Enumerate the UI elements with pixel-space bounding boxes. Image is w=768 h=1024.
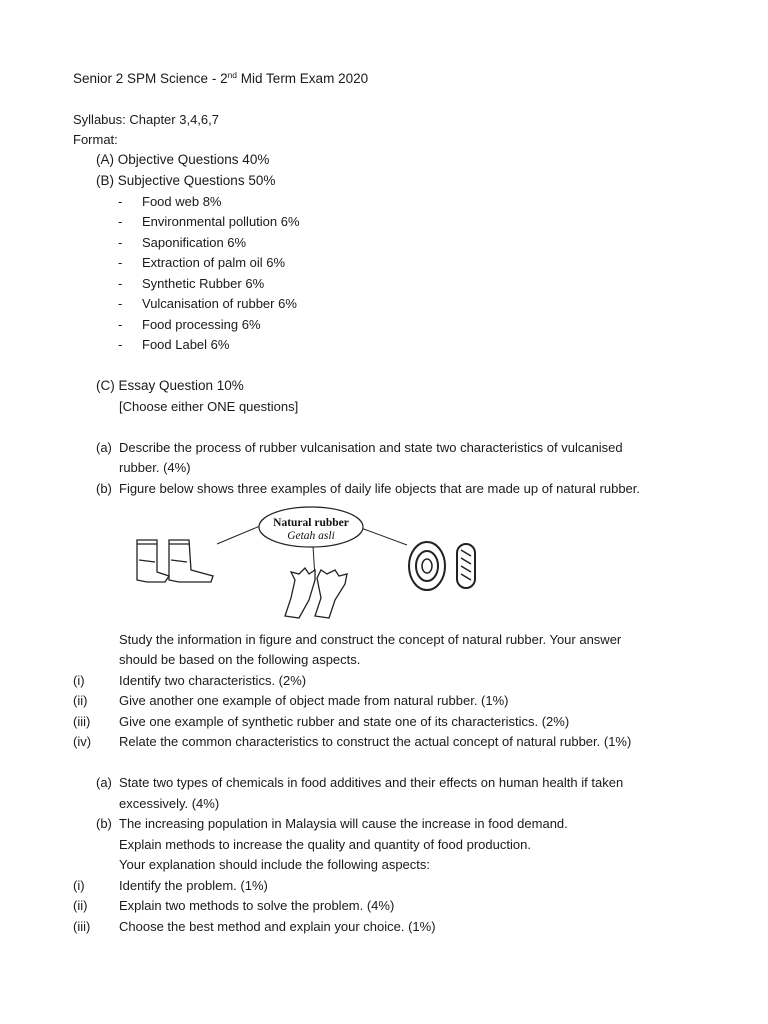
q2-a-text: State two types of chemicals in food additives and their effects on human health if taken [119, 775, 624, 790]
q2-a-text: excessively. (4%) [119, 796, 220, 811]
format-label: Format: [73, 132, 118, 147]
part-marker: (iv) [73, 734, 92, 749]
q1-a-text: Describe the process of rubber vulcanisation and state two characteristics of vulcanised [119, 440, 623, 455]
q2-b-text: The increasing population in Malaysia will cause the increase in food demand. [119, 816, 568, 831]
part-marker: (i) [73, 878, 85, 893]
syllabus: Syllabus: Chapter 3,4,6,7 [73, 112, 219, 127]
q2-a-marker: (a) [96, 775, 112, 790]
list-item: Food web 8% [142, 194, 222, 209]
q2-b-marker: (b) [96, 816, 112, 831]
page-title: Senior 2 SPM Science - 2nd Mid Term Exam 2020 [73, 70, 369, 86]
q1-b-marker: (b) [96, 481, 112, 496]
q1-b-text: Figure below shows three examples of daily life objects that are made up of natural rubber. [119, 481, 641, 496]
part-marker: (iii) [73, 714, 91, 729]
list-item: Synthetic Rubber 6% [142, 276, 265, 291]
part-marker: (ii) [73, 693, 88, 708]
q2-b-text: Your explanation should include the following aspects: [119, 857, 431, 872]
part-text: Give one example of synthetic rubber and state one of its characteristics. (2%) [119, 714, 570, 729]
list-item: Environmental pollution 6% [142, 214, 300, 229]
part-marker: (i) [73, 673, 85, 688]
natural-rubber-figure [125, 500, 495, 625]
list-bullet: - [118, 317, 123, 332]
part-text: Identify two characteristics. (2%) [119, 673, 307, 688]
q1-a-text: rubber. (4%) [119, 460, 191, 475]
section-a-heading: (A) Objective Questions 40% [96, 152, 270, 167]
list-bullet: - [118, 276, 123, 291]
figure-label-english: Natural rubber [273, 517, 349, 529]
section-b-heading: (B) Subjective Questions 50% [96, 173, 276, 188]
q2-b-text: Explain methods to increase the quality and quantity of food production. [119, 837, 531, 852]
part-text: Explain two methods to solve the problem. (4%) [119, 898, 395, 913]
list-bullet: - [118, 214, 123, 229]
gloves-icon [285, 568, 347, 618]
list-item: Saponification 6% [142, 235, 247, 250]
part-marker: (ii) [73, 898, 88, 913]
list-bullet: - [118, 194, 123, 209]
list-bullet: - [118, 296, 123, 311]
list-item: Food Label 6% [142, 337, 230, 352]
list-item: Extraction of palm oil 6% [142, 255, 286, 270]
part-text: Identify the problem. (1%) [119, 878, 268, 893]
part-marker: (iii) [73, 919, 91, 934]
q1-study-text: Study the information in figure and construct the concept of natural rubber. Your answer [119, 632, 622, 647]
list-bullet: - [118, 337, 123, 352]
section-c-heading: (C) Essay Question 10% [96, 378, 244, 393]
list-item: Vulcanisation of rubber 6% [142, 296, 297, 311]
q1-a-marker: (a) [96, 440, 112, 455]
boots-icon [137, 540, 213, 582]
part-text: Choose the best method and explain your choice. (1%) [119, 919, 436, 934]
part-text: Give another one example of object made from natural rubber. (1%) [119, 693, 509, 708]
choose-note: [Choose either ONE questions] [119, 399, 299, 414]
q1-study-text: should be based on the following aspects. [119, 652, 361, 667]
list-bullet: - [118, 255, 123, 270]
part-text: Relate the common characteristics to construct the actual concept of natural rubber. (1%) [119, 734, 632, 749]
list-bullet: - [118, 235, 123, 250]
figure-label-malay: Getah asli [287, 530, 335, 542]
tyres-icon [409, 542, 475, 590]
list-item: Food processing 6% [142, 317, 261, 332]
